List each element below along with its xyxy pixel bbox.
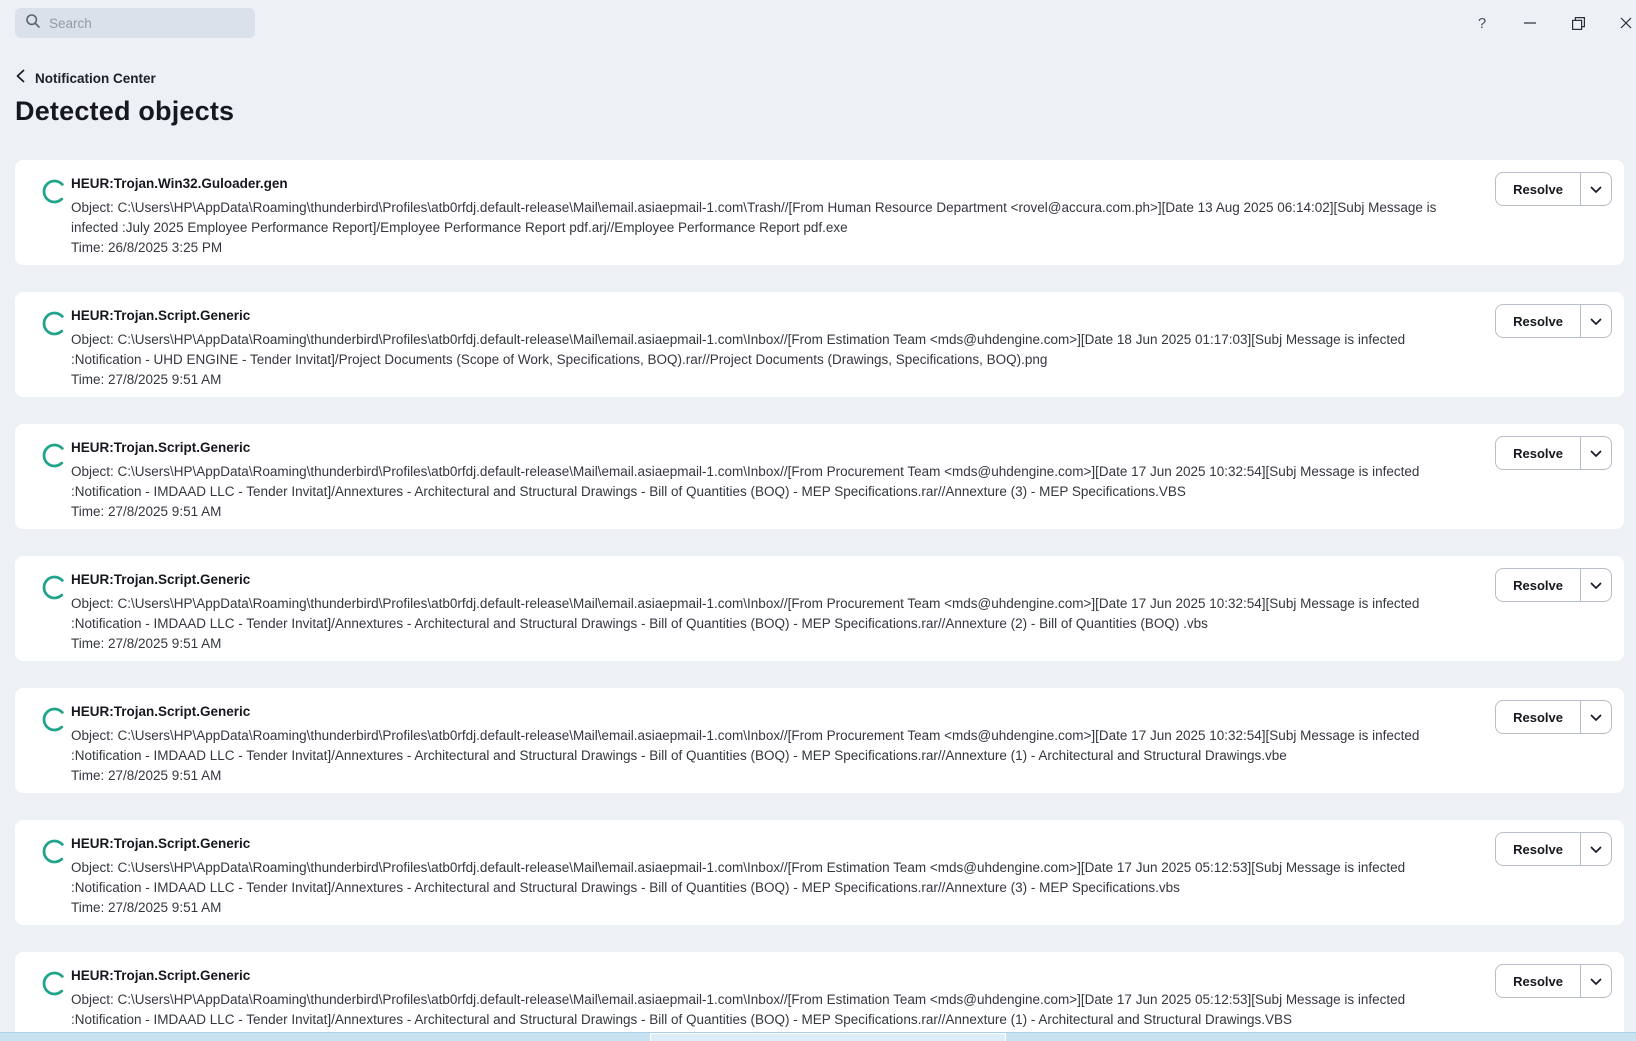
resolve-dropdown-button[interactable]: [1580, 569, 1611, 601]
detection-card: [15, 688, 1624, 793]
resolve-split-button: [1495, 436, 1612, 470]
resolve-button[interactable]: Resolve: [1496, 305, 1580, 337]
detection-time: Time: 27/8/2025 9:51 AM: [71, 768, 222, 783]
breadcrumb-label: Notification Center: [35, 71, 156, 86]
detection-card: [15, 952, 1624, 1041]
background-window-edge-segment: [650, 1033, 1006, 1041]
resolve-button[interactable]: Resolve: [1496, 965, 1580, 997]
resolve-button[interactable]: Resolve: [1496, 701, 1580, 733]
search-input[interactable]: [49, 16, 245, 31]
detected-objects-list: [15, 160, 1624, 1041]
breadcrumb-back[interactable]: [16, 69, 156, 88]
resolve-button[interactable]: Resolve: [1496, 173, 1580, 205]
detection-card: [15, 292, 1624, 397]
scanning-status-icon: [41, 574, 68, 606]
object-path: Object: C:\Users\HP\AppData\Roaming\thunderbird\Profiles\atb0rfdj.default-release\Mail\email.asiaepmail-1.com\Inbox//[From Estimation Team <mds@uhdengine.com>][Date 18 Jun 2025 01:17:03][Subj Message is infected :Notification - UHD ENGINE - Tender Invitat]/Project Documents (Scope of Work, Specifications, BOQ).rar//Project Documents (Drawings, Specifications, BOQ).png: [71, 332, 1406, 367]
detection-card: [15, 820, 1624, 925]
detection-card: [15, 556, 1624, 661]
titlebar: [0, 0, 1636, 46]
resolve-split-button: [1495, 832, 1612, 866]
chevron-down-icon: [1590, 842, 1602, 857]
minimize-button[interactable]: [1506, 0, 1554, 46]
restore-button[interactable]: [1554, 0, 1602, 46]
resolve-button[interactable]: Resolve: [1496, 833, 1580, 865]
object-path: Object: C:\Users\HP\AppData\Roaming\thunderbird\Profiles\atb0rfdj.default-release\Mail\email.asiaepmail-1.com\Trash//[From Human Resource Department <rovel@accura.com.ph>][Date 13 Aug 2025 06:14:02][Subj Message is infected :July 2025 Employee Performance Report]/Employee Performance Report pdf.arj//Employee Performance Report pdf.exe: [71, 200, 1437, 235]
resolve-dropdown-button[interactable]: [1580, 965, 1611, 997]
minimize-icon: [1524, 17, 1536, 29]
object-path: Object: C:\Users\HP\AppData\Roaming\thunderbird\Profiles\atb0rfdj.default-release\Mail\email.asiaepmail-1.com\Inbox//[From Estimation Team <mds@uhdengine.com>][Date 17 Jun 2025 05:12:53][Subj Message is infected :Notification - IMDAAD LLC - Tender Invitat]/Annextures - Architectural and Structural Drawings - Bill of Quantities (BOQ) - MEP Specifications.rar//Annexture (1) - Architectural and Structural Drawings.VBS: [71, 992, 1406, 1027]
object-path: Object: C:\Users\HP\AppData\Roaming\thunderbird\Profiles\atb0rfdj.default-release\Mail\email.asiaepmail-1.com\Inbox//[From Procurement Team <mds@uhdengine.com>][Date 17 Jun 2025 10:32:54][Subj Message is infected :Notification - IMDAAD LLC - Tender Invitat]/Annextures - Architectural and Structural Drawings - Bill of Quantities (BOQ) - MEP Specifications.rar//Annexture (2) - Bill of Quantities (BOQ) .vbs: [71, 596, 1420, 631]
detection-time: Time: 27/8/2025 9:51 AM: [71, 636, 222, 651]
resolve-button[interactable]: Resolve: [1496, 437, 1580, 469]
threat-name: HEUR:Trojan.Script.Generic: [71, 968, 251, 983]
chevron-down-icon: [1590, 710, 1602, 725]
threat-name: HEUR:Trojan.Script.Generic: [71, 572, 251, 587]
scanning-status-icon: [41, 970, 68, 1002]
help-button[interactable]: [1458, 0, 1506, 46]
chevron-down-icon: [1590, 314, 1602, 329]
search-icon: [25, 13, 41, 34]
scanning-status-icon: [41, 706, 68, 738]
resolve-dropdown-button[interactable]: [1580, 173, 1611, 205]
resolve-dropdown-button[interactable]: [1580, 833, 1611, 865]
chevron-down-icon: [1590, 578, 1602, 593]
chevron-down-icon: [1590, 974, 1602, 989]
close-button[interactable]: [1602, 0, 1636, 46]
threat-name: HEUR:Trojan.Script.Generic: [71, 704, 251, 719]
detection-card: [15, 160, 1624, 265]
detection-card: [15, 424, 1624, 529]
resolve-split-button: [1495, 172, 1612, 206]
resolve-split-button: [1495, 304, 1612, 338]
object-path: Object: C:\Users\HP\AppData\Roaming\thunderbird\Profiles\atb0rfdj.default-release\Mail\email.asiaepmail-1.com\Inbox//[From Procurement Team <mds@uhdengine.com>][Date 17 Jun 2025 10:32:54][Subj Message is infected :Notification - IMDAAD LLC - Tender Invitat]/Annextures - Architectural and Structural Drawings - Bill of Quantities (BOQ) - MEP Specifications.rar//Annexture (3) - MEP Specifications.VBS: [71, 464, 1420, 499]
resolve-split-button: [1495, 964, 1612, 998]
threat-name: HEUR:Trojan.Win32.Guloader.gen: [71, 176, 288, 191]
close-icon: [1620, 17, 1632, 29]
resolve-button[interactable]: Resolve: [1496, 569, 1580, 601]
detection-time: Time: 27/8/2025 9:51 AM: [71, 504, 222, 519]
detection-time: Time: 27/8/2025 9:51 AM: [71, 372, 222, 387]
object-path: Object: C:\Users\HP\AppData\Roaming\thunderbird\Profiles\atb0rfdj.default-release\Mail\email.asiaepmail-1.com\Inbox//[From Procurement Team <mds@uhdengine.com>][Date 17 Jun 2025 10:32:54][Subj Message is infected :Notification - IMDAAD LLC - Tender Invitat]/Annextures - Architectural and Structural Drawings - Bill of Quantities (BOQ) - MEP Specifications.rar//Annexture (1) - Architectural and Structural Drawings.vbe: [71, 728, 1420, 763]
page-title: Detected objects: [15, 96, 235, 126]
chevron-left-icon: [16, 69, 25, 88]
resolve-split-button: [1495, 568, 1612, 602]
detection-time: Time: 26/8/2025 3:25 PM: [71, 240, 223, 255]
background-window-edge: [0, 1032, 1636, 1041]
threat-name: HEUR:Trojan.Script.Generic: [71, 440, 251, 455]
scanning-status-icon: [41, 178, 68, 210]
detection-time: Time: 27/8/2025 9:51 AM: [71, 900, 222, 915]
object-path: Object: C:\Users\HP\AppData\Roaming\thunderbird\Profiles\atb0rfdj.default-release\Mail\email.asiaepmail-1.com\Inbox//[From Estimation Team <mds@uhdengine.com>][Date 17 Jun 2025 05:12:53][Subj Message is infected :Notification - IMDAAD LLC - Tender Invitat]/Annextures - Architectural and Structural Drawings - Bill of Quantities (BOQ) - MEP Specifications.rar//Annexture (3) - MEP Specifications.vbs: [71, 860, 1406, 895]
scanning-status-icon: [41, 310, 68, 342]
restore-icon: [1572, 17, 1585, 30]
resolve-dropdown-button[interactable]: [1580, 305, 1611, 337]
chevron-down-icon: [1590, 182, 1602, 197]
help-icon: ?: [1477, 14, 1487, 32]
scanning-status-icon: [41, 838, 68, 870]
threat-name: HEUR:Trojan.Script.Generic: [71, 836, 251, 851]
chevron-down-icon: [1590, 446, 1602, 461]
resolve-dropdown-button[interactable]: [1580, 437, 1611, 469]
threat-name: HEUR:Trojan.Script.Generic: [71, 308, 251, 323]
resolve-dropdown-button[interactable]: [1580, 701, 1611, 733]
resolve-split-button: [1495, 700, 1612, 734]
search-box[interactable]: [15, 8, 255, 38]
scanning-status-icon: [41, 442, 68, 474]
